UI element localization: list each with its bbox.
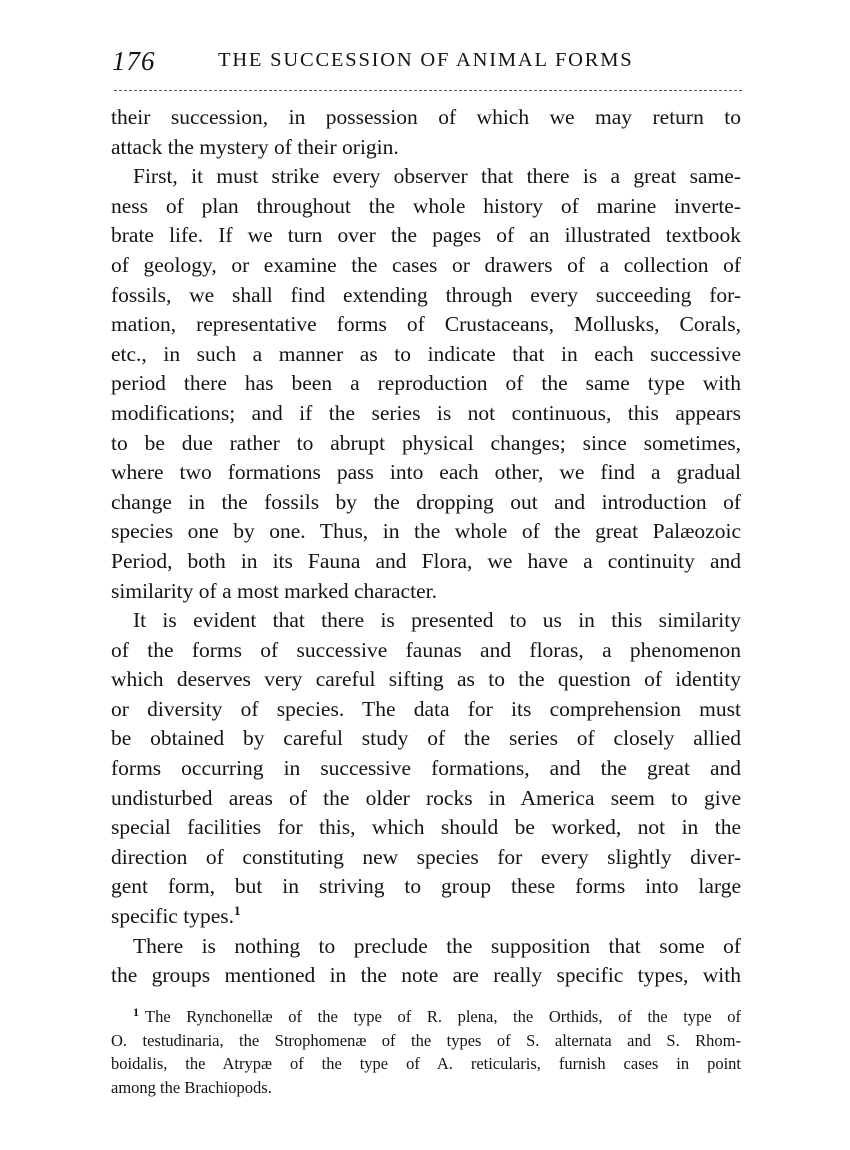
text-line: direction of constituting new species for every slightly diver- [111, 844, 741, 869]
text-line: similarity of a most marked character. [111, 578, 437, 603]
text-line: Period, both in its Fauna and Flora, we have a continuity and [111, 548, 741, 573]
footnote-line: O. testudinaria, the Strophomenæ of the types of S. alternata and S. Rhom- [111, 1030, 741, 1050]
text-line: There is nothing to preclude the supposition that some of [133, 933, 741, 958]
header-rule [114, 90, 742, 91]
text-line: species one by one. Thus, in the whole of the great Palæozoic [111, 519, 741, 544]
footnote-line: boidalis, the Atrypæ of the type of A. reticularis, furnish cases in point [111, 1054, 741, 1073]
footnote-mark: 1 [133, 1004, 139, 1019]
text-line: brate life. If we turn over the pages of an illustrated textbook [111, 223, 741, 248]
footnote-line: among the Brachiopods. [111, 1077, 272, 1097]
text-line: ness of plan throughout the whole history of marine inverte- [111, 193, 741, 218]
text-line: the groups mentioned in the note are really specific types, with [111, 963, 741, 988]
text-line: or diversity of species. The data for its comprehension must [111, 696, 741, 721]
text-line: their succession, in possession of which we may return to [111, 105, 741, 129]
body-text [111, 103, 741, 991]
text-line: of geology, or examine the cases or drawers of a collection of [111, 252, 741, 277]
text-line: be obtained by careful study of the series of closely allied [111, 726, 741, 751]
footnote-reference[interactable]: 1 [234, 902, 241, 918]
text-line: period there has been a reproduction of the same type with [111, 371, 741, 396]
page-header [112, 40, 742, 84]
text-line: change in the fossils by the dropping out and introduction of [111, 489, 741, 514]
footnote-line [111, 1005, 741, 1029]
text-line: undisturbed areas of the older rocks in America seem to give [111, 785, 741, 810]
text-line: special facilities for this, which should be worked, not in the [111, 815, 741, 840]
footnote [111, 1005, 741, 1099]
footnote-text: The Rynchonellæ of the type of R. plena, the Orthids, of the type of [145, 1007, 741, 1026]
text-line: specific types. [111, 904, 234, 929]
text-line: gent form, but in striving to group these forms into large [111, 874, 741, 899]
text-line: to be due rather to abrupt physical changes; since sometimes, [111, 430, 741, 455]
running-title: THE SUCCESSION OF ANIMAL FORMS [218, 49, 634, 71]
text-line: First, it must strike every observer that there is a great same- [133, 164, 741, 189]
text-line: fossils, we shall find extending through every succeeding for- [111, 282, 741, 307]
page-number: 176 [112, 46, 156, 76]
text-line: where two formations pass into each other, we find a gradual [111, 460, 741, 485]
text-line: of the forms of successive faunas and floras, a phenomenon [111, 637, 741, 662]
text-line: It is evident that there is presented to us in this similarity [133, 608, 741, 633]
text-line: mation, representative forms of Crustaceans, Mollusks, Corals, [111, 312, 741, 337]
text-line: attack the mystery of their origin. [111, 134, 399, 159]
text-line: forms occurring in successive formations, and the great and [111, 756, 741, 781]
text-line: modifications; and if the series is not continuous, this appears [111, 400, 741, 425]
text-line-with-footnote-ref [111, 902, 741, 932]
text-line: etc., in such a manner as to indicate that in each successive [111, 341, 741, 366]
text-line: which deserves very careful sifting as to the question of identity [111, 667, 741, 692]
